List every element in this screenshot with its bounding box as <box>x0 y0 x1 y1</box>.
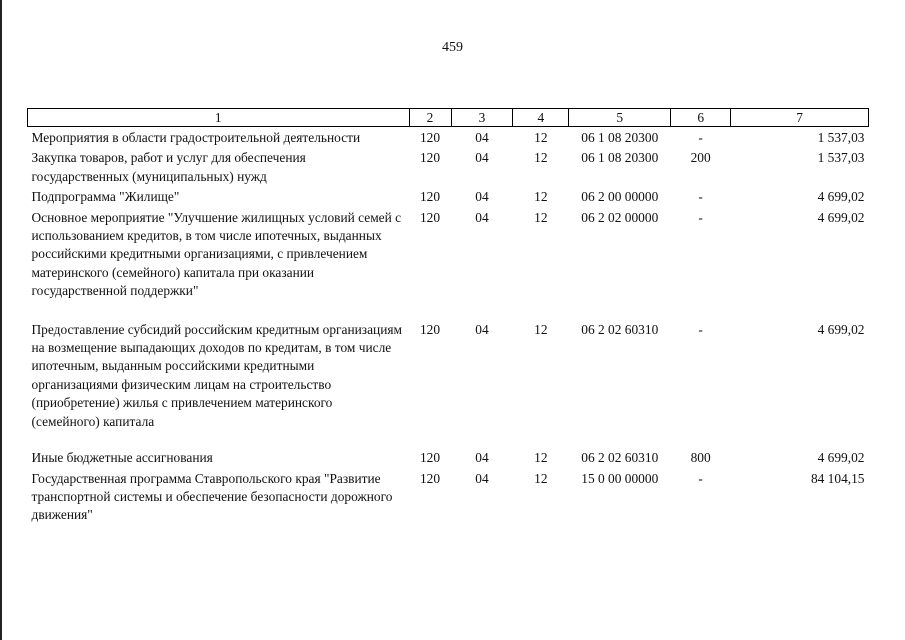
row-name: Закупка товаров, работ и услуг для обеспечения государственных (муниципальных) нужд <box>31 150 306 184</box>
row-target-code: 06 1 08 20300 <box>581 150 659 166</box>
row-subsection-code: 12 <box>534 321 548 337</box>
row-subsection-code: 12 <box>534 209 548 225</box>
row-subsection-code: 12 <box>534 450 548 466</box>
row-section-code: 04 <box>475 470 489 486</box>
row-name: Подпрограмма "Жилище" <box>31 189 180 205</box>
row-target-code: 15 0 00 00000 <box>581 470 659 486</box>
row-section-code: 04 <box>475 130 489 145</box>
row-subsection-code: 12 <box>534 150 548 166</box>
row-target-code: 06 2 02 60310 <box>581 321 659 337</box>
row-ministry-code: 120 <box>419 150 441 166</box>
row-ministry-code: 120 <box>419 209 441 225</box>
row-ministry-code: 120 <box>419 189 441 205</box>
row-amount: 1 537,03 <box>817 130 865 145</box>
table-row <box>28 186 869 206</box>
row-target-code: 06 2 00 00000 <box>581 189 659 205</box>
table-row <box>28 207 869 319</box>
row-amount: 1 537,03 <box>817 150 865 166</box>
row-expense-type: 200 <box>690 150 711 166</box>
row-amount: 4 699,02 <box>817 209 865 225</box>
table-row <box>28 127 869 148</box>
row-name: Мероприятия в области градостроительной деятельности <box>31 130 361 145</box>
table-row <box>28 147 869 186</box>
row-amount: 84 104,15 <box>810 470 865 486</box>
row-amount: 4 699,02 <box>817 321 865 337</box>
row-name: Предоставление субсидий российским кредитным организациям на возмещение выпадающих доходов по кредитам, в том числе ипотечным, выданным российскими кредитными организациями физическим лицам на строительство (приобретение) жилья с привлечением материнского (семейного) капитала <box>31 321 402 429</box>
table-body <box>28 127 869 525</box>
page-number: 459 <box>442 40 463 55</box>
row-expense-type: - <box>698 209 703 225</box>
row-ministry-code: 120 <box>419 321 441 337</box>
row-subsection-code: 12 <box>534 189 548 205</box>
row-ministry-code: 120 <box>419 450 441 466</box>
column-header-4: 4 <box>513 109 569 127</box>
scan-left-edge <box>0 0 2 640</box>
column-header-3: 3 <box>451 109 513 127</box>
row-name: Иные бюджетные ассигнования <box>31 450 213 466</box>
row-name: Основное мероприятие "Улучшение жилищных условий семей с использованием кредитов, в том числе ипотечных, выданных российскими кредитными организациями, с привлечением материнского (семейного) капитала при оказании государственной поддержки" <box>31 209 402 299</box>
row-target-code: 06 1 08 20300 <box>581 130 659 145</box>
row-subsection-code: 12 <box>534 470 548 486</box>
column-header-6: 6 <box>671 109 731 127</box>
row-target-code: 06 2 02 60310 <box>581 450 659 466</box>
row-expense-type: - <box>698 321 703 337</box>
row-expense-type: 800 <box>690 450 711 466</box>
row-amount: 4 699,02 <box>817 450 865 466</box>
row-ministry-code: 120 <box>419 130 441 145</box>
column-header-1: 1 <box>28 109 410 127</box>
table-row <box>28 319 869 447</box>
row-section-code: 04 <box>475 150 489 166</box>
budget-table <box>27 108 869 525</box>
row-section-code: 04 <box>475 450 489 466</box>
row-expense-type: - <box>698 189 703 205</box>
row-ministry-code: 120 <box>419 470 441 486</box>
row-expense-type: - <box>698 130 703 145</box>
table-header <box>28 109 869 127</box>
column-header-7: 7 <box>731 109 869 127</box>
row-section-code: 04 <box>475 321 489 337</box>
row-target-code: 06 2 02 00000 <box>581 209 659 225</box>
row-name: Государственная программа Ставропольского края "Развитие транспортной системы и обеспечение безопасности дорожного движения" <box>31 470 393 523</box>
header-row <box>28 109 869 127</box>
column-header-5: 5 <box>569 109 671 127</box>
row-amount: 4 699,02 <box>817 189 865 205</box>
row-section-code: 04 <box>475 209 489 225</box>
table-row <box>28 447 869 467</box>
table-row <box>28 468 869 525</box>
row-subsection-code: 12 <box>534 130 548 145</box>
row-expense-type: - <box>698 470 703 486</box>
column-header-2: 2 <box>409 109 451 127</box>
row-section-code: 04 <box>475 189 489 205</box>
